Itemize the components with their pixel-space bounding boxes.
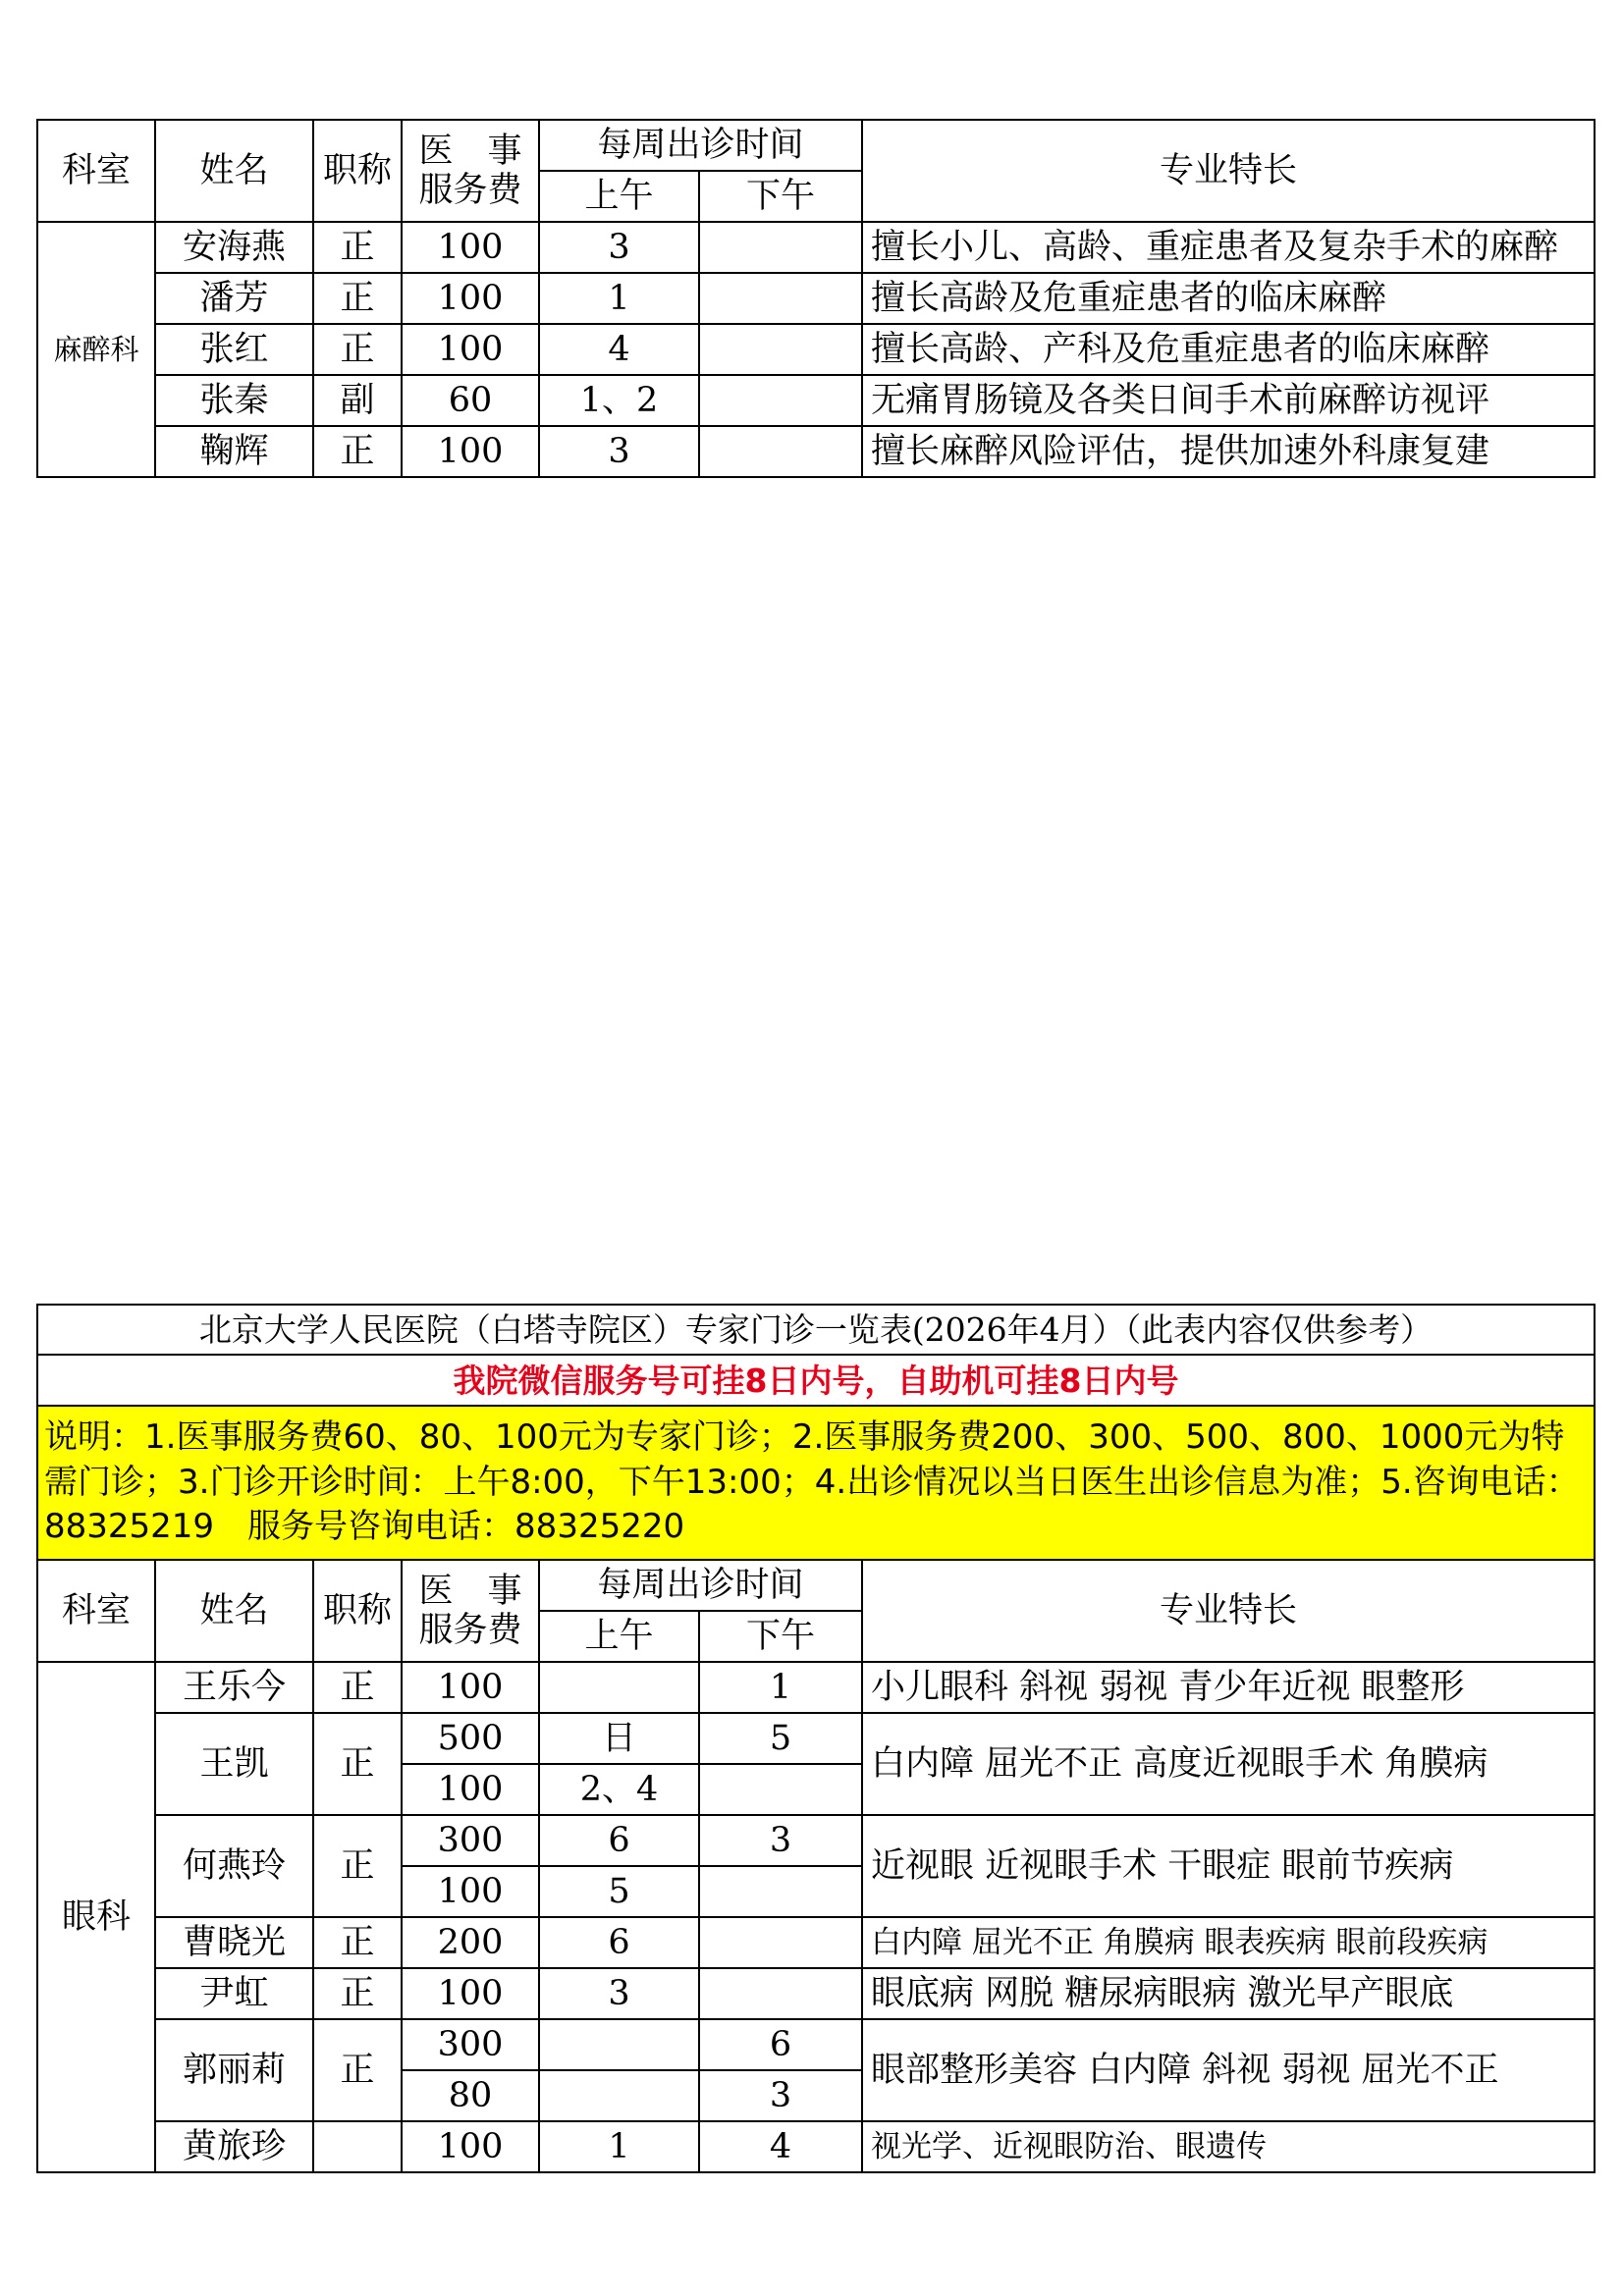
table-row [37,273,1595,324]
am-cell: 3 [539,426,699,477]
doctor-title: 正 [313,1968,402,2019]
pm-cell: 1 [699,1662,862,1713]
pm-cell [699,1764,862,1815]
header-dept: 科室 [37,1560,155,1662]
fee-cell: 100 [402,426,539,477]
fee-cell: 100 [402,1764,539,1815]
am-cell: 3 [539,222,699,273]
specialty-cell: 近视眼 近视眼手术 干眼症 眼前节疾病 [862,1815,1595,1917]
am-cell: 6 [539,1815,699,1866]
pm-cell [699,1866,862,1917]
specialty-cell: 白内障 屈光不正 高度近视眼手术 角膜病 [862,1713,1595,1815]
fee-cell: 60 [402,375,539,426]
header-specialty: 专业特长 [862,120,1595,222]
pm-cell [699,273,862,324]
doctor-title [313,2121,402,2172]
table-row [37,1917,1595,1968]
am-cell: 5 [539,1866,699,1917]
header-specialty: 专业特长 [862,1560,1595,1662]
doctor-title: 正 [313,2019,402,2121]
registration-notice: 我院微信服务号可挂8日内号，自助机可挂8日内号 [37,1355,1595,1406]
header-name: 姓名 [155,120,313,222]
doctor-name: 张红 [155,324,313,375]
am-cell [539,1662,699,1713]
header-pm: 下午 [699,171,862,222]
header-fee-line2: 服务费 [418,1611,522,1650]
fee-cell: 100 [402,2121,539,2172]
doctor-name: 黄旅珍 [155,2121,313,2172]
pm-cell: 5 [699,1713,862,1764]
fee-cell: 100 [402,1968,539,2019]
fee-cell: 100 [402,1662,539,1713]
am-cell: 3 [539,1968,699,2019]
specialty-cell: 视光学、近视眼防治、眼遗传 [862,2121,1595,2172]
am-cell [539,2070,699,2121]
pm-cell [699,426,862,477]
doctor-name: 王凯 [155,1713,313,1815]
specialty-cell: 眼底病 网脱 糖尿病眼病 激光早产眼底 [862,1968,1595,2019]
doctor-name: 王乐今 [155,1662,313,1713]
dept-cell: 眼科 [37,1662,155,2172]
fee-cell: 300 [402,2019,539,2070]
explanation-note: 说明：1.医事服务费60、80、100元为专家门诊；2.医事服务费200、300、500、800、1000元为特需门诊；3.门诊开诊时间：上午8:00，下午13:00；4.出诊情况以当日医生出诊信息为准；5.咨询电话：88325219 服务号咨询电话：88325220 [37,1406,1595,1560]
fee-cell: 500 [402,1713,539,1764]
am-cell: 1 [539,2121,699,2172]
table-row [37,1815,1595,1866]
table-row [37,375,1595,426]
table-row [37,324,1595,375]
pm-cell: 3 [699,1815,862,1866]
table-row [37,222,1595,273]
specialty-cell: 白内障 屈光不正 角膜病 眼表疾病 眼前段疾病 [862,1917,1595,1968]
ophthalmology-table [36,1304,1596,2173]
anesthesia-table [36,119,1596,478]
header-weekly: 每周出诊时间 [539,120,862,171]
table-row [37,2121,1595,2172]
specialty-cell: 擅长高龄、产科及危重症患者的临床麻醉 [862,324,1595,375]
am-cell: 4 [539,324,699,375]
am-cell: 6 [539,1917,699,1968]
specialty-cell: 擅长麻醉风险评估，提供加速外科康复建 [862,426,1595,477]
doctor-title: 正 [313,273,402,324]
pm-cell [699,375,862,426]
pm-cell: 3 [699,2070,862,2121]
doctor-title: 副 [313,375,402,426]
header-name: 姓名 [155,1560,313,1662]
table-row [37,2019,1595,2070]
header-weekly: 每周出诊时间 [539,1560,862,1611]
doctor-title: 正 [313,1713,402,1815]
header-fee-line2: 服务费 [418,171,522,210]
pm-cell: 4 [699,2121,862,2172]
table-row [37,426,1595,477]
header-fee-line1: 医 事 [418,1571,522,1611]
doctor-name: 尹虹 [155,1968,313,2019]
doctor-name: 郭丽莉 [155,2019,313,2121]
header-am: 上午 [539,171,699,222]
specialty-cell: 小儿眼科 斜视 弱视 青少年近视 眼整形 [862,1662,1595,1713]
pm-cell [699,324,862,375]
doctor-title: 正 [313,1815,402,1917]
fee-cell: 100 [402,324,539,375]
am-cell [539,2019,699,2070]
doctor-name: 曹晓光 [155,1917,313,1968]
fee-cell: 80 [402,2070,539,2121]
fee-cell: 200 [402,1917,539,1968]
am-cell: 1、2 [539,375,699,426]
fee-cell: 100 [402,273,539,324]
doctor-title: 正 [313,324,402,375]
dept-cell: 麻醉科 [37,222,155,477]
doctor-name: 安海燕 [155,222,313,273]
specialty-cell: 擅长小儿、高龄、重症患者及复杂手术的麻醉 [862,222,1595,273]
doctor-title: 正 [313,426,402,477]
header-title: 职称 [313,1560,402,1662]
header-fee [402,120,539,222]
pm-cell [699,222,862,273]
fee-cell: 100 [402,1866,539,1917]
doctor-name: 张秦 [155,375,313,426]
header-fee-line1: 医 事 [418,131,522,171]
header-am: 上午 [539,1611,699,1662]
table-row [37,1968,1595,2019]
page-title: 北京大学人民医院（白塔寺院区）专家门诊一览表(2026年4月）（此表内容仅供参考） [37,1305,1595,1355]
specialty-cell: 眼部整形美容 白内障 斜视 弱视 屈光不正 [862,2019,1595,2121]
specialty-cell: 无痛胃肠镜及各类日间手术前麻醉访视评 [862,375,1595,426]
table-row [37,1713,1595,1764]
header-title: 职称 [313,120,402,222]
doctor-name: 何燕玲 [155,1815,313,1917]
table-row [37,1662,1595,1713]
header-pm: 下午 [699,1611,862,1662]
doctor-title: 正 [313,1662,402,1713]
doctor-name: 潘芳 [155,273,313,324]
header-fee [402,1560,539,1662]
am-cell: 日 [539,1713,699,1764]
am-cell: 1 [539,273,699,324]
am-cell: 2、4 [539,1764,699,1815]
fee-cell: 300 [402,1815,539,1866]
pm-cell: 6 [699,2019,862,2070]
specialty-cell: 擅长高龄及危重症患者的临床麻醉 [862,273,1595,324]
pm-cell [699,1917,862,1968]
fee-cell: 100 [402,222,539,273]
header-dept: 科室 [37,120,155,222]
doctor-name: 鞠辉 [155,426,313,477]
pm-cell [699,1968,862,2019]
doctor-title: 正 [313,222,402,273]
doctor-title: 正 [313,1917,402,1968]
